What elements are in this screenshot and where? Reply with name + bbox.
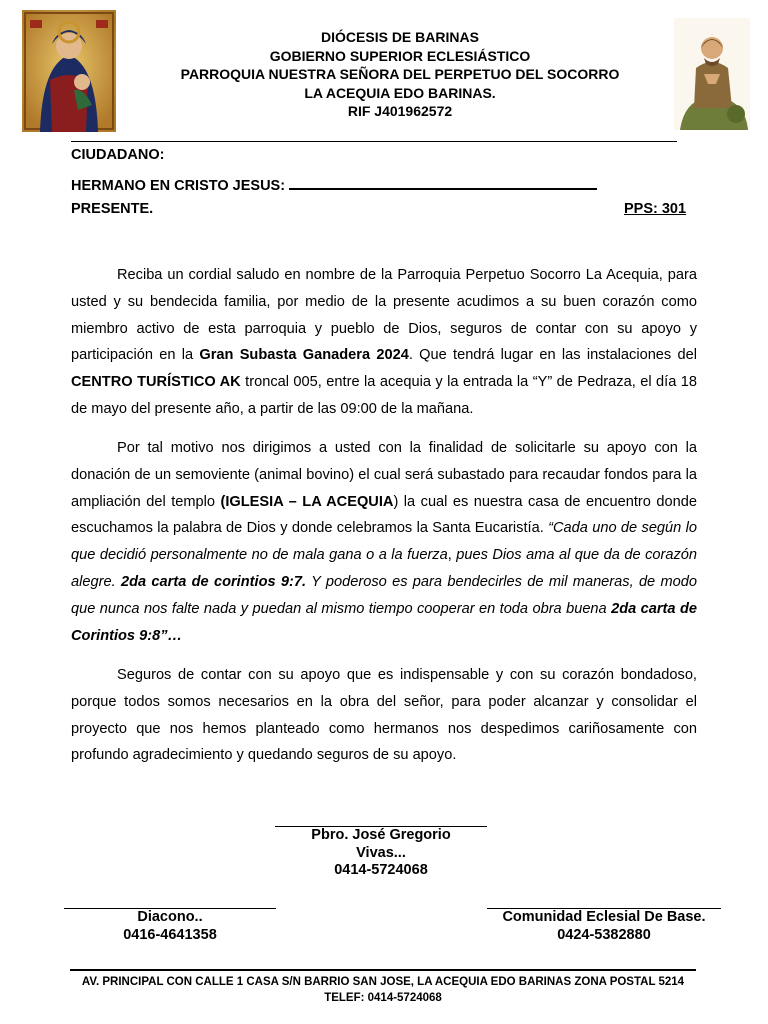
letterhead-line-diocese: DIÓCESIS DE BARINAS: [321, 29, 479, 45]
p3-text: Seguros de contar con su apoyo que es indispensable y con su corazón bondadoso, porque todos somos necesarios en la obra del señor, para poder alcanzar y consolidar el proyecto que nos hemos planteado como hermanos nos despedimos cariñosamente con profundo agradecimiento y quedando seguros de su apoyo.: [71, 667, 697, 764]
perpetual-help-icon-image: [22, 10, 116, 132]
body-paragraph-1: [71, 262, 697, 423]
footer-divider: [70, 969, 696, 971]
footer-phone: TELEF: 0414-5724068: [324, 992, 442, 1004]
letterhead-line-location: LA ACEQUIA EDO BARINAS.: [304, 84, 496, 101]
letterhead-line-rif: RIF J401962572: [347, 103, 453, 119]
p1-text-1: Reciba un cordial saludo en nombre de la Parroquia Perpetuo Socorro La Acequia, para usted y su bendecida familia, por medio de la presente acudimos a su buen corazón como miembro activo de esta parroquia y pueblo de Dios, seguros de contar con su apoyo y participación en la: [71, 267, 697, 364]
p2-text-2: ) la cual es nuestra casa de encuentro donde escuchamos la palabra de Dios y donde celebramos la Santa Eucaristía.: [71, 493, 697, 537]
footer: [70, 969, 696, 1006]
salutation-brother: [71, 174, 597, 194]
salutation-brother-label: HERMANO EN CRISTO JESUS:: [71, 178, 286, 194]
p2-citation-2: 2da carta de Corintios 9:8”…: [71, 600, 697, 644]
p1-venue-name: CENTRO TURÍSTICO AK: [71, 374, 241, 391]
community-phone: 0424-5382880: [557, 926, 651, 943]
header-divider: [71, 141, 677, 142]
priest-name-1: Pbro. José Gregorio: [311, 827, 451, 843]
p2-quote-3: Y poderoso es para bendecirles de mil maneras, de modo que nunca nos falte nada y puedan al mismo tiempo cooperar en toda obra buena: [71, 573, 697, 617]
p1-event-name: Gran Subasta Ganadera 2024: [199, 347, 409, 364]
p2-quote-2: pues Dios ama al que da de corazón alegre.: [71, 547, 697, 590]
p2-citation-1: 2da carta de corintios 9:7.: [120, 573, 307, 590]
kneeling-saint-image: [674, 18, 750, 130]
p1-text-3: troncal 005, entre la acequia y la entrada la “Y” de Pedraza, el día 18 de mayo del presente año, a partir de las 09:00 de la mañana.: [71, 374, 697, 417]
p2-quote-1: “Cada uno de según lo que decidió personalmente no de mala gana o a la fuerza: [71, 520, 697, 564]
letterhead-line-parish: PARROQUIA NUESTRA SEÑORA DEL PERPETUO DEL SOCORRO: [180, 66, 620, 82]
body-paragraph-3: [71, 662, 697, 769]
signature-priest: [275, 826, 487, 880]
recipient-blank-line: [289, 174, 597, 190]
signature-community: [487, 908, 721, 944]
p2-church-name: (IGLESIA – LA ACEQUIA: [220, 493, 394, 510]
letterhead-line-government: GOBIERNO SUPERIOR ECLESIÁSTICO: [269, 47, 531, 64]
signature-deacon: [64, 908, 276, 944]
p2-text-3: ,: [447, 547, 457, 564]
deacon-name: Diacono..: [137, 909, 203, 925]
body-paragraph-2: [71, 435, 697, 649]
p1-text-2: . Que tendrá lugar en las instalaciones del: [408, 347, 697, 364]
priest-name-2: Vivas...: [356, 844, 406, 861]
priest-phone: 0414-5724068: [334, 862, 428, 878]
pps-reference: PPS: 301: [624, 201, 687, 217]
footer-address: AV. PRINCIPAL CON CALLE 1 CASA S/N BARRIO SAN JOSE, LA ACEQUIA EDO BARINAS ZONA POSTAL 5214: [81, 976, 685, 988]
salutation-citizen: CIUDADANO:: [71, 147, 165, 163]
community-name: Comunidad Eclesial De Base.: [502, 909, 706, 925]
p2-text-1: Por tal motivo nos dirigimos a usted con la finalidad de solicitarle su apoyo con la donación de un semoviente (animal bovino) el cual será subastado para recaudar fondos para la ampliación del templo: [71, 440, 697, 510]
salutation-present: PRESENTE.: [71, 201, 154, 217]
letterhead: [150, 28, 650, 121]
deacon-phone: 0416-4641358: [123, 926, 217, 943]
